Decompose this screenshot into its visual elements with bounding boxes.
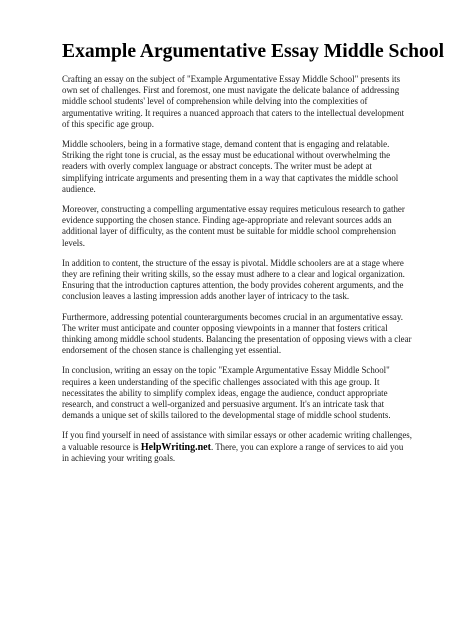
paragraph-audience: Middle schoolers, being in a formative stage, demand content that is engaging and relatable. Striking the right tone is crucial, as the essay must be educational without overwhelming the readers with overly complex language or abstract concepts. The writer must be adept at simplifying intricate arguments and presenting them in a way that captivates the middle school audience. [62, 139, 399, 194]
paragraph-intro: Crafting an essay on the subject of "Example Argumentative Essay Middle School" presents its own set of challenges. First and foremost, one must navigate the delicate balance of addressing middle school students' level of comprehension while delving into the complexities of argumentative writing. It requires a nuanced approach that caters to the intellectual development of this specific age group. [62, 74, 405, 129]
paragraph-structure: In addition to content, the structure of the essay is pivotal. Middle schoolers are at a stage where they are refining their writing skills, so the essay must adhere to a clear and logical organization. Ensuring that the introduction captures attention, the body provides coherent arguments, and the conclusion leaves a lasting impression adds another layer of intricacy to the task. [62, 257, 405, 302]
paragraph-counterarguments: Furthermore, addressing potential counterarguments becomes crucial in an argumentative essay. The writer must anticipate and counter opposing viewpoints in a manner that fosters critical thinking among middle school students. Balancing the presentation of opposing views with a clear endorsement of the chosen stance is challenging yet essential. [62, 311, 412, 356]
closing-text-after: . There, you can explore a range of services to aid you in achieving your writing goals. [62, 441, 404, 463]
document-title: Example Argumentative Essay Middle School [62, 41, 445, 62]
brand-link[interactable]: HelpWriting.net [140, 441, 211, 453]
closing-text-before: If you find yourself in need of assistance with similar essays or other academic writing challenges, a valuable resource is [62, 430, 412, 452]
paragraph-closing [62, 430, 412, 464]
paragraph-research: Moreover, constructing a compelling argumentative essay requires meticulous research to gather evidence supporting the chosen stance. Finding age-appropriate and relevant sources adds an additional layer of difficulty, as the content must be suitable for middle school comprehension levels. [62, 204, 405, 248]
paragraph-conclusion: In conclusion, writing an essay on the topic "Example Argumentative Essay Middle School" requires a keen understanding of the specific challenges associated with this age group. It necessitates the ability to simplify complex ideas, engage the audience, conduct appropriate research, and construct a well-organized and persuasive argument. It's an intricate task that demands a unique set of skills tailored to the developmental stage of middle school students. [62, 365, 391, 421]
